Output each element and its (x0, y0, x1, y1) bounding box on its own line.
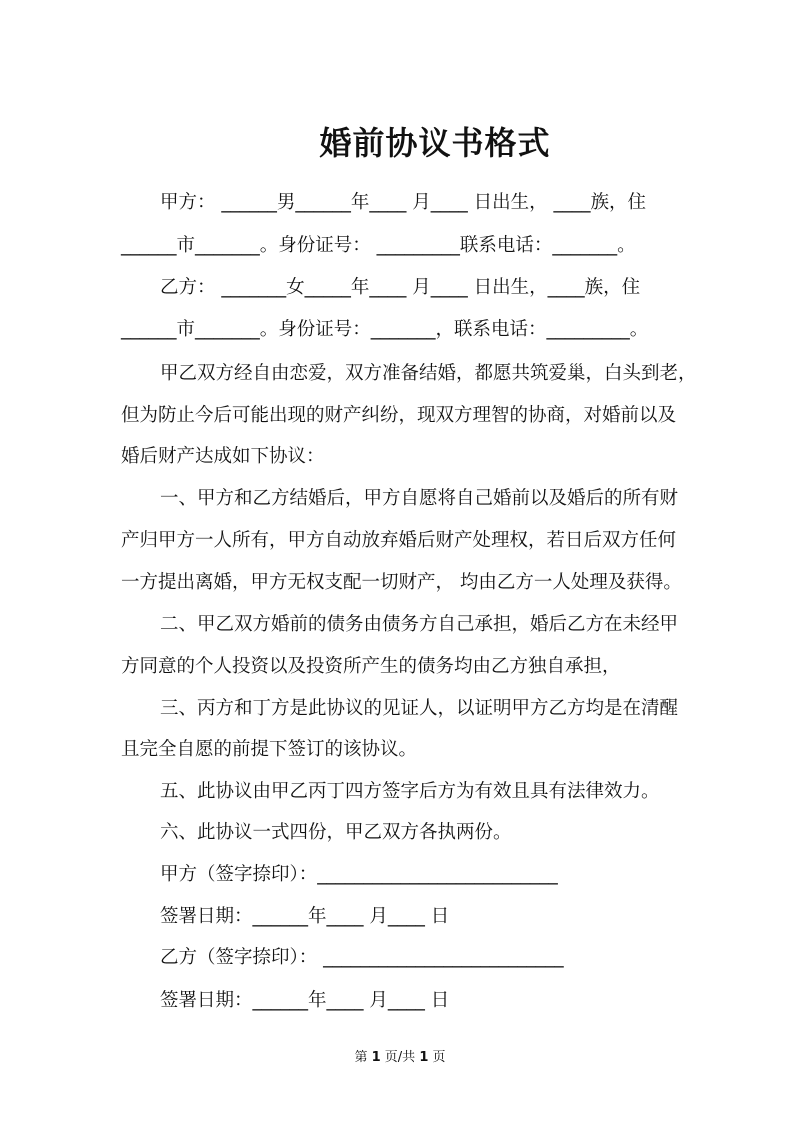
clause-3-line-1: 三、丙方和丁方是此协议的见证人，以证明甲方乙方均是在清醒 (160, 698, 679, 719)
intro-line-1: 甲乙双方经自由恋爱，双方准备结婚，都愿共筑爱巢，白头到老， (160, 363, 697, 384)
intro-line-2: 但为防止今后可能出现的财产纠纷，现双方理智的协商，对婚前以及 (121, 405, 677, 426)
party-b-line-1: 乙方： _______女_____年____ 月____ 日出生，____族，住 (160, 277, 641, 298)
party-b-signature: 乙方（签字捺印）： __________________________ (160, 947, 564, 968)
document-title: 婚前协议书格式 (319, 124, 551, 162)
party-a-signature: 甲方（签字捺印）：__________________________ (160, 864, 558, 885)
party-a-line-2: ______市_______。身份证号： _________联系电话：_______。 (121, 235, 636, 256)
footer-suffix: 页 (432, 1050, 446, 1065)
clause-2-line-1: 二、甲乙双方婚前的债务由债务方自己承担，婚后乙方在未经甲 (160, 614, 679, 635)
party-b-line-2: ______市_______。身份证号：_______，联系电话：_________。 (121, 319, 649, 340)
footer-mid: 页/共 (384, 1050, 416, 1065)
footer-prefix: 第 (354, 1050, 368, 1065)
clause-6: 六、此协议一式四份，甲乙双方各执两份。 (160, 822, 512, 843)
clause-1-line-1: 一、甲方和乙方结婚后，甲方自愿将自己婚前以及婚后的所有财 (160, 488, 679, 509)
clause-5: 五、此协议由甲乙丙丁四方签字后方为有效且具有法律效力。 (160, 781, 660, 802)
clause-2-line-2: 方同意的个人投资以及投资所产生的债务均由乙方独自承担， (121, 656, 621, 677)
party-a-sign-date: 签署日期：______年____ 月____ 日 (160, 906, 450, 927)
clause-1-line-3: 一方提出离婚，甲方无权支配一切财产， 均由乙方一人处理及获得。 (121, 572, 682, 593)
clause-1-line-2: 产归甲方一人所有，甲方自动放弃婚后财产处理权，若日后双方任何 (121, 530, 677, 551)
party-a-line-1: 甲方： ______男______年____ 月____ 日出生， ____族，住 (160, 192, 647, 213)
party-b-sign-date: 签署日期：______年____ 月____ 日 (160, 990, 450, 1011)
footer-page-number: 1 (371, 1050, 381, 1065)
footer-page-total: 1 (419, 1050, 429, 1065)
clause-3-line-2: 且完全自愿的前提下签订的该协议。 (121, 739, 418, 760)
page-footer (0, 1046, 800, 1065)
intro-line-3: 婚后财产达成如下协议： (121, 446, 325, 467)
